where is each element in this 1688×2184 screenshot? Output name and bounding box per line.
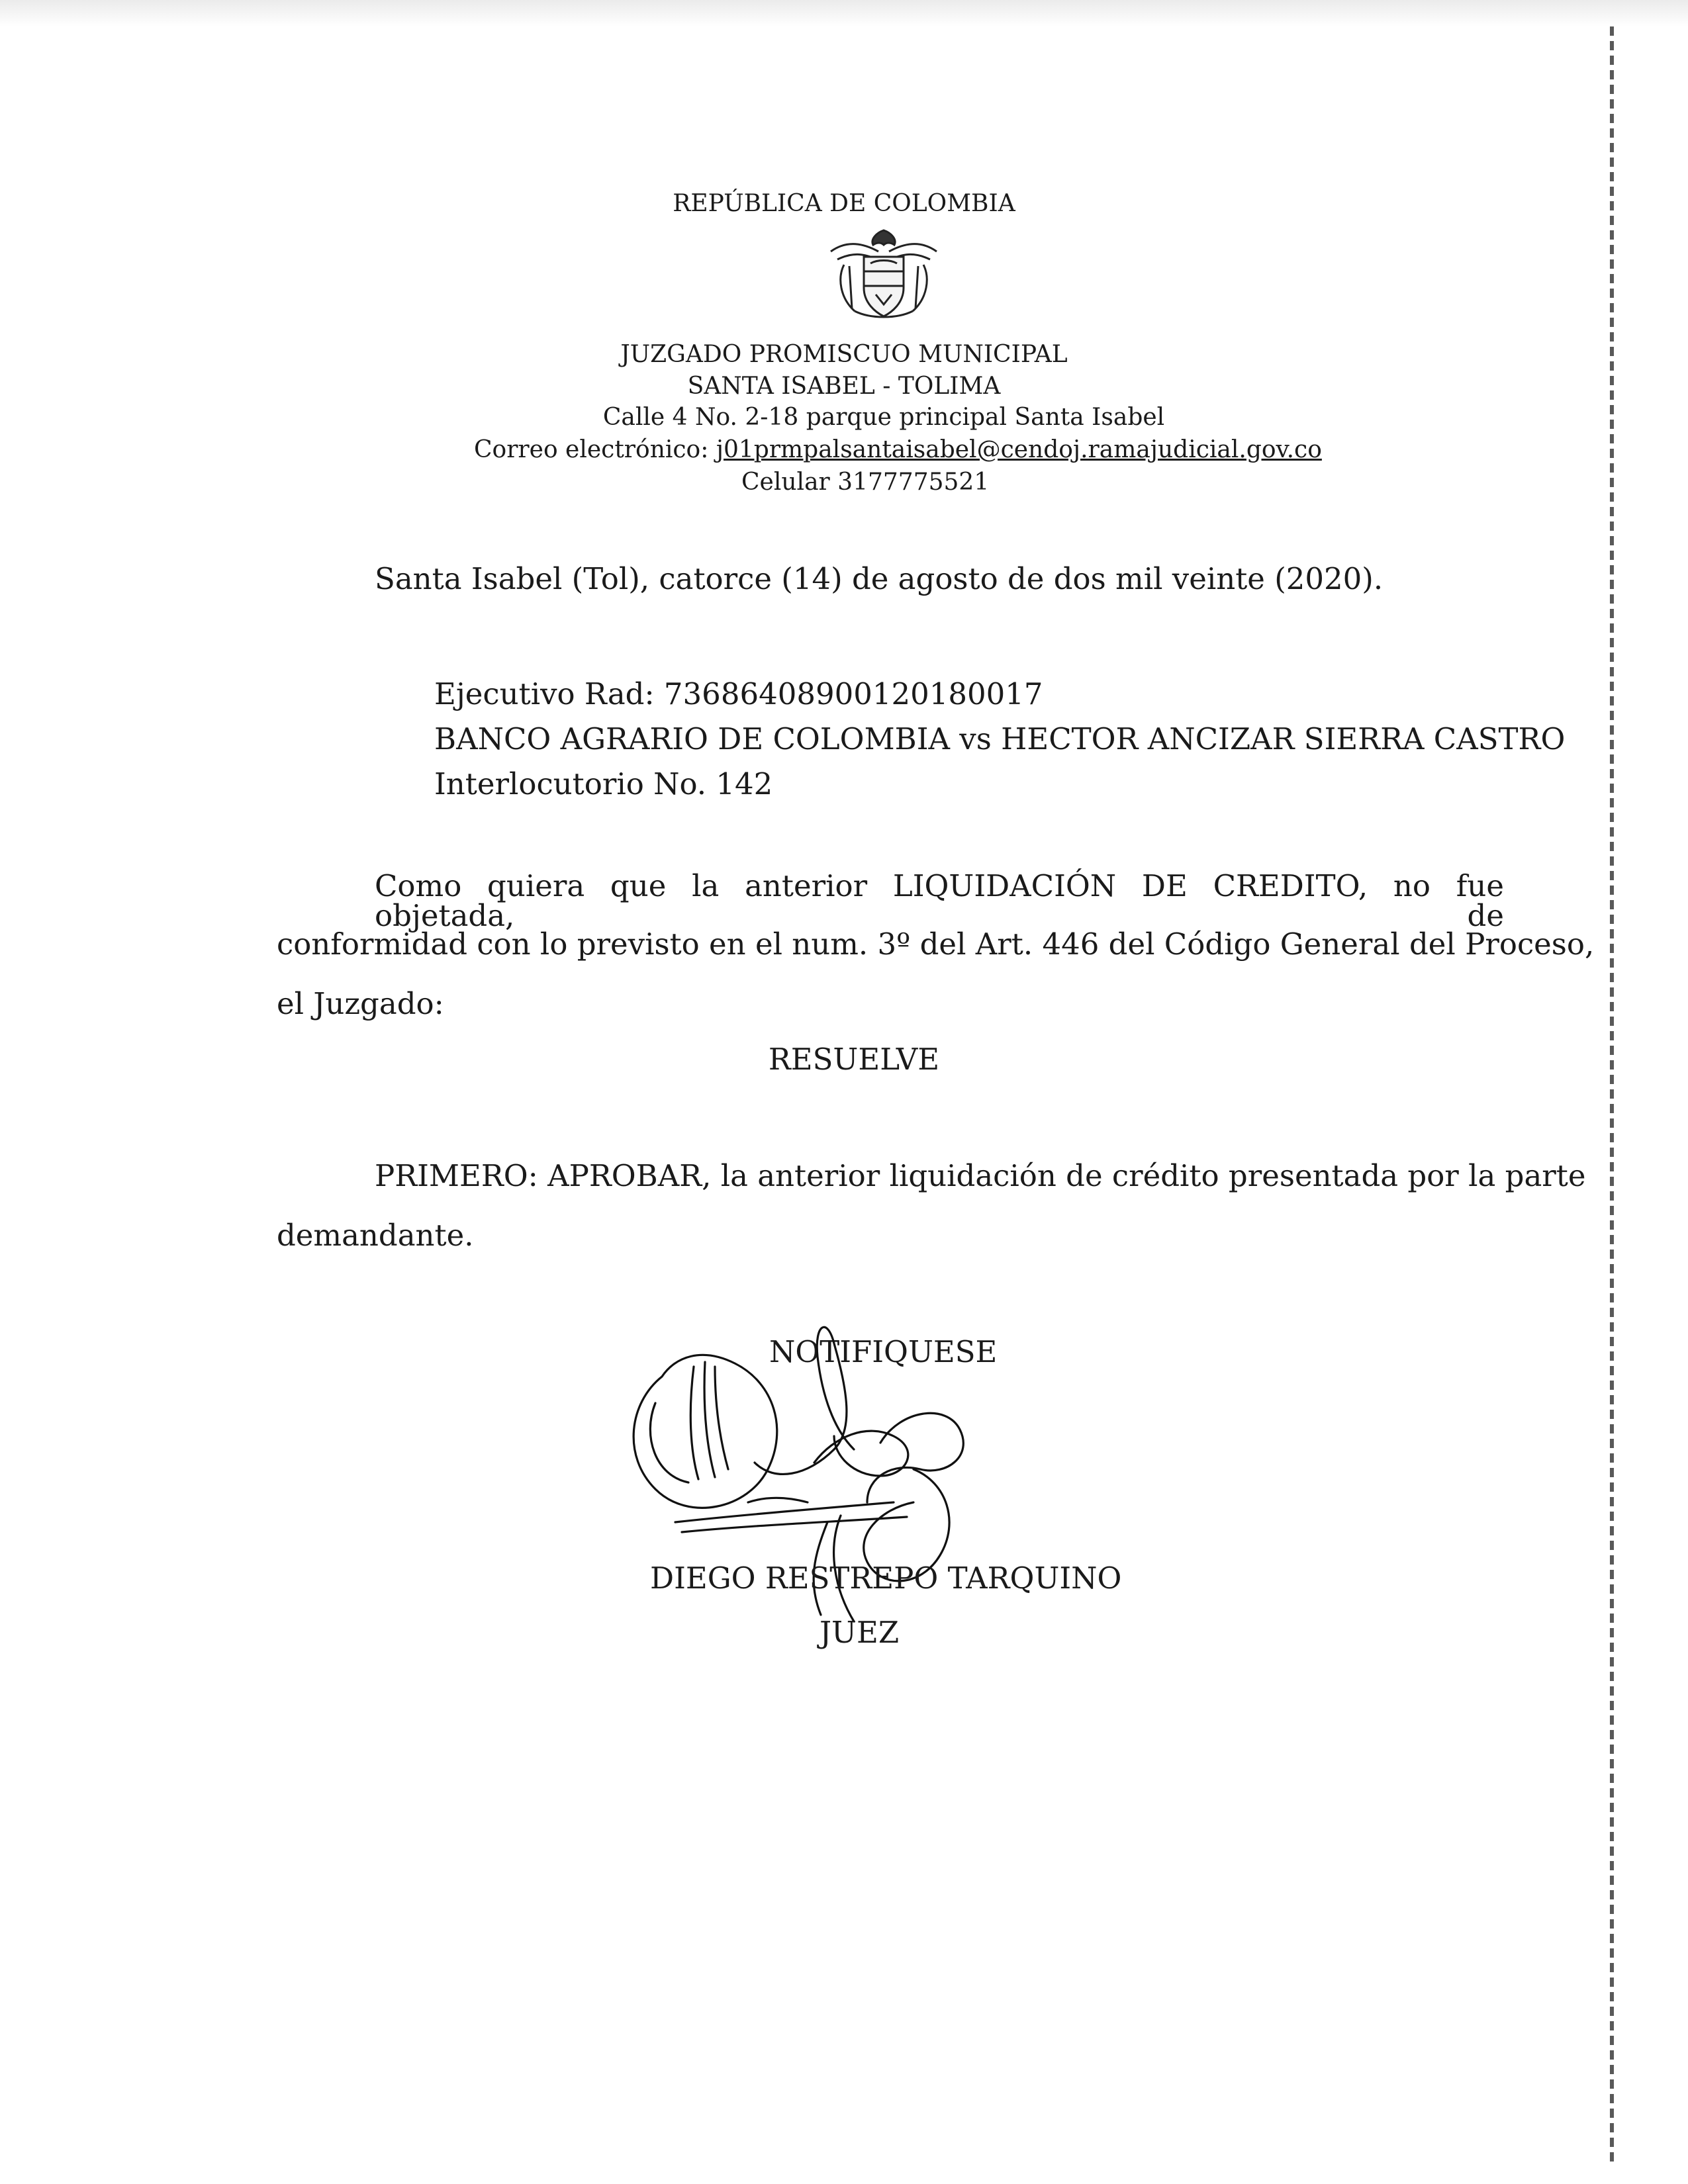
case-radicado: Ejecutivo Rad: 73686408900120180017 (434, 676, 1043, 711)
date-line: Santa Isabel (Tol), catorce (14) de agosto de dos mil veinte (2020). (375, 561, 1383, 596)
first-resolution-line-2: demandante. (277, 1218, 474, 1253)
email-label: Correo electrónico: (474, 436, 716, 463)
first-resolution-line-1: PRIMERO: APROBAR, la anterior liquidación de crédito presentada por la parte (375, 1158, 1586, 1193)
judge-title: JUEZ (820, 1615, 900, 1650)
header-location: SANTA ISABEL - TOLIMA (687, 373, 1001, 400)
notify-text: NOTIFIQUESE (769, 1334, 998, 1369)
header-court: JUZGADO PROMISCUO MUNICIPAL (620, 341, 1068, 368)
body-line-3: el Juzgado: (277, 986, 444, 1021)
scan-edge-shadow (0, 0, 1688, 26)
header-country: REPÚBLICA DE COLOMBIA (673, 190, 1015, 217)
header-phone: Celular 3177775521 (741, 469, 990, 496)
body-line-2: conformidad con lo previsto en el num. 3º del Art. 446 del Código General del Proceso, (277, 927, 1595, 962)
coat-of-arms-seal-icon (818, 225, 950, 324)
header-address: Calle 4 No. 2-18 parque principal Santa Isabel (602, 404, 1165, 431)
judge-signature (616, 1304, 1092, 1661)
header-email-line (474, 438, 1322, 462)
case-parties: BANCO AGRARIO DE COLOMBIA vs HECTOR ANCIZAR SIERRA CASTRO (434, 721, 1566, 756)
email-link[interactable]: j01prmpalsantaisabel@cendoj.ramajudicial.gov.co (716, 436, 1322, 463)
case-interlocutorio: Interlocutorio No. 142 (434, 766, 773, 801)
body-line-1: Como quiera que la anterior LIQUIDACIÓN DE CREDITO, no fue objetada, de (375, 868, 1504, 933)
judge-name: DIEGO RESTREPO TARQUINO (650, 1561, 1122, 1596)
resolve-heading: RESUELVE (768, 1042, 940, 1077)
